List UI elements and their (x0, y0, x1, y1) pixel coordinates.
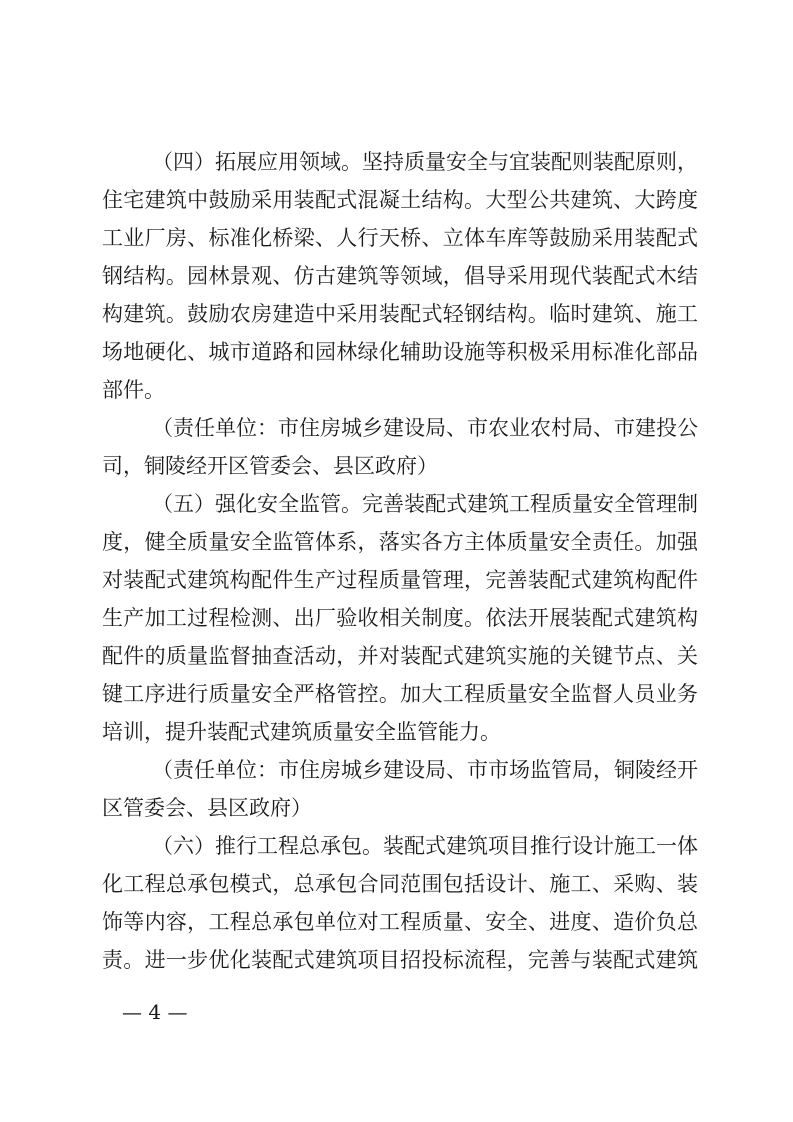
text-line: 住宅建筑中鼓励采用装配式混凝土结构。大型公共建筑、大跨度 (102, 188, 698, 212)
text-line: 配件的质量监督抽查活动，并对装配式建筑实施的关键节点、关 (102, 644, 698, 668)
text-line: 化工程总承包模式，总承包合同范围包括设计、施工、采购、装 (102, 872, 698, 896)
text-line: （四）拓展应用领域。坚持质量安全与宜装配则装配原则， (152, 150, 698, 174)
text-line: 培训，提升装配式建筑质量安全监管能力。 (102, 720, 501, 744)
text-line: 构建筑。鼓励农房建造中采用装配式轻钢结构。临时建筑、施工 (102, 302, 698, 326)
text-line: 生产加工过程检测、出厂验收相关制度。依法开展装配式建筑构 (102, 606, 698, 630)
document-body (102, 143, 698, 979)
text-line: 饰等内容，工程总承包单位对工程质量、安全、进度、造价负总 (102, 910, 698, 934)
text-line: 度，健全质量安全监管体系，落实各方主体质量安全责任。加强 (102, 530, 698, 554)
text-line: （责任单位：市住房城乡建设局、市市场监管局，铜陵经开 (152, 758, 698, 782)
text-line: 部件。 (102, 378, 165, 402)
text-line: 工业厂房、标准化桥梁、人行天桥、立体车库等鼓励采用装配式 (102, 226, 698, 250)
text-line: 键工序进行质量安全严格管控。加大工程质量安全监督人员业务 (102, 682, 698, 706)
text-line: 场地硬化、城市道路和园林绿化辅助设施等积极采用标准化部品 (102, 340, 698, 364)
text-line: （五）强化安全监管。完善装配式建筑工程质量安全管理制 (152, 492, 698, 516)
text-line: 区管委会、县区政府） (102, 796, 312, 820)
text-line: 责。进一步优化装配式建筑项目招投标流程，完善与装配式建筑 (102, 948, 698, 972)
text-line: 司，铜陵经开区管委会、县区政府） (102, 454, 438, 478)
page-number: — 4 — (122, 1000, 188, 1024)
text-line: （六）推行工程总承包。装配式建筑项目推行设计施工一体 (152, 834, 698, 858)
text-line: 钢结构。园林景观、仿古建筑等领域，倡导采用现代装配式木结 (102, 264, 698, 288)
text-line: 对装配式建筑构配件生产过程质量管理，完善装配式建筑构配件 (102, 568, 698, 592)
text-line: （责任单位：市住房城乡建设局、市农业农村局、市建投公 (152, 416, 698, 440)
